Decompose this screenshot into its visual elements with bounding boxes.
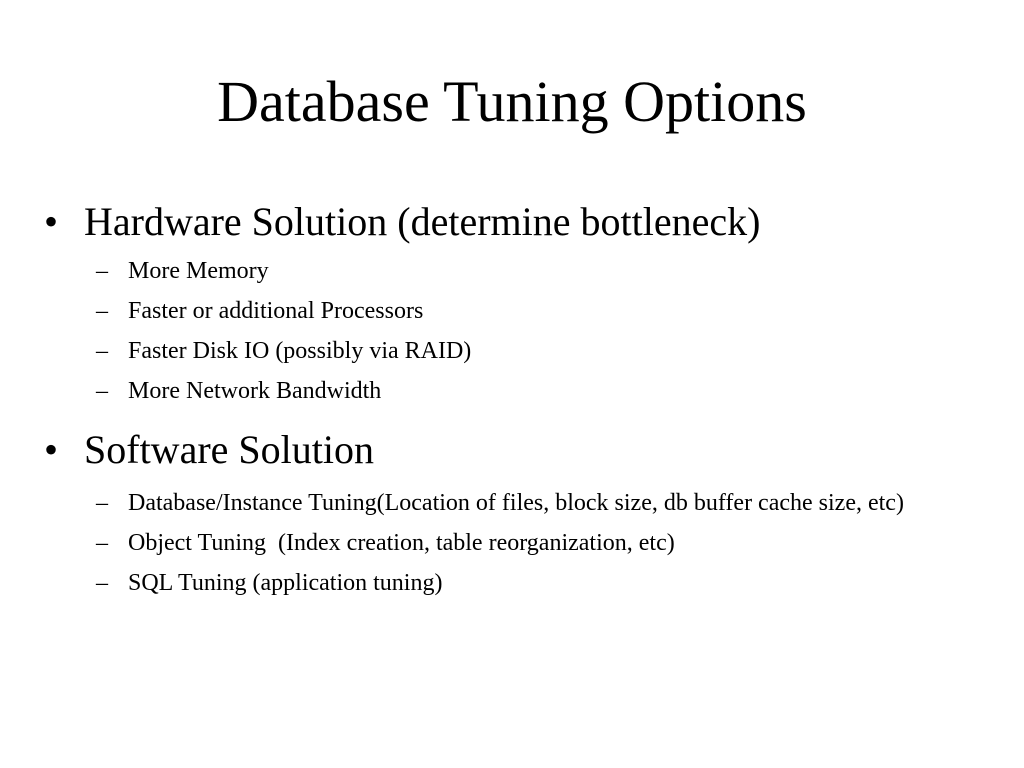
dash-marker: – [96,378,108,404]
subitem-text: Object Tuning (Index creation, table reorganization, etc) [128,530,675,556]
hardware-subitems [44,254,1004,408]
subitem-text: Faster or additional Processors [128,298,424,324]
subitem-text: More Network Bandwidth [128,378,382,404]
bullet-text: Software Solution [84,427,374,472]
subitem-network-bandwidth [44,374,1004,408]
subitem-text: Faster Disk IO (possibly via RAID) [128,338,472,364]
dash-marker: – [96,570,108,596]
subitem-sql-tuning [44,566,1004,600]
bullet-marker: • [44,427,59,472]
subitem-text: Database/Instance Tuning(Location of files, block size, db buffer cache size, etc) [128,490,904,516]
slide-body [44,192,1004,612]
bullet-hardware-solution [44,192,1004,252]
subitem-text: SQL Tuning (application tuning) [128,570,443,596]
software-subitems [44,486,1004,600]
dash-marker: – [96,338,108,364]
subitem-disk-io [44,334,1004,368]
bullet-text: Hardware Solution (determine bottleneck) [84,199,761,244]
slide-title: Database Tuning Options [217,69,807,134]
subitem-object-tuning [44,526,1004,560]
dash-marker: – [96,530,108,556]
bullet-software-solution [44,420,1004,480]
dash-marker: – [96,298,108,324]
dash-marker: – [96,490,108,516]
subitem-text: More Memory [128,258,269,284]
subitem-processors [44,294,1004,328]
bullet-marker: • [44,199,59,244]
dash-marker: – [96,258,108,284]
subitem-instance-tuning [44,486,948,520]
subitem-more-memory [44,254,1004,288]
